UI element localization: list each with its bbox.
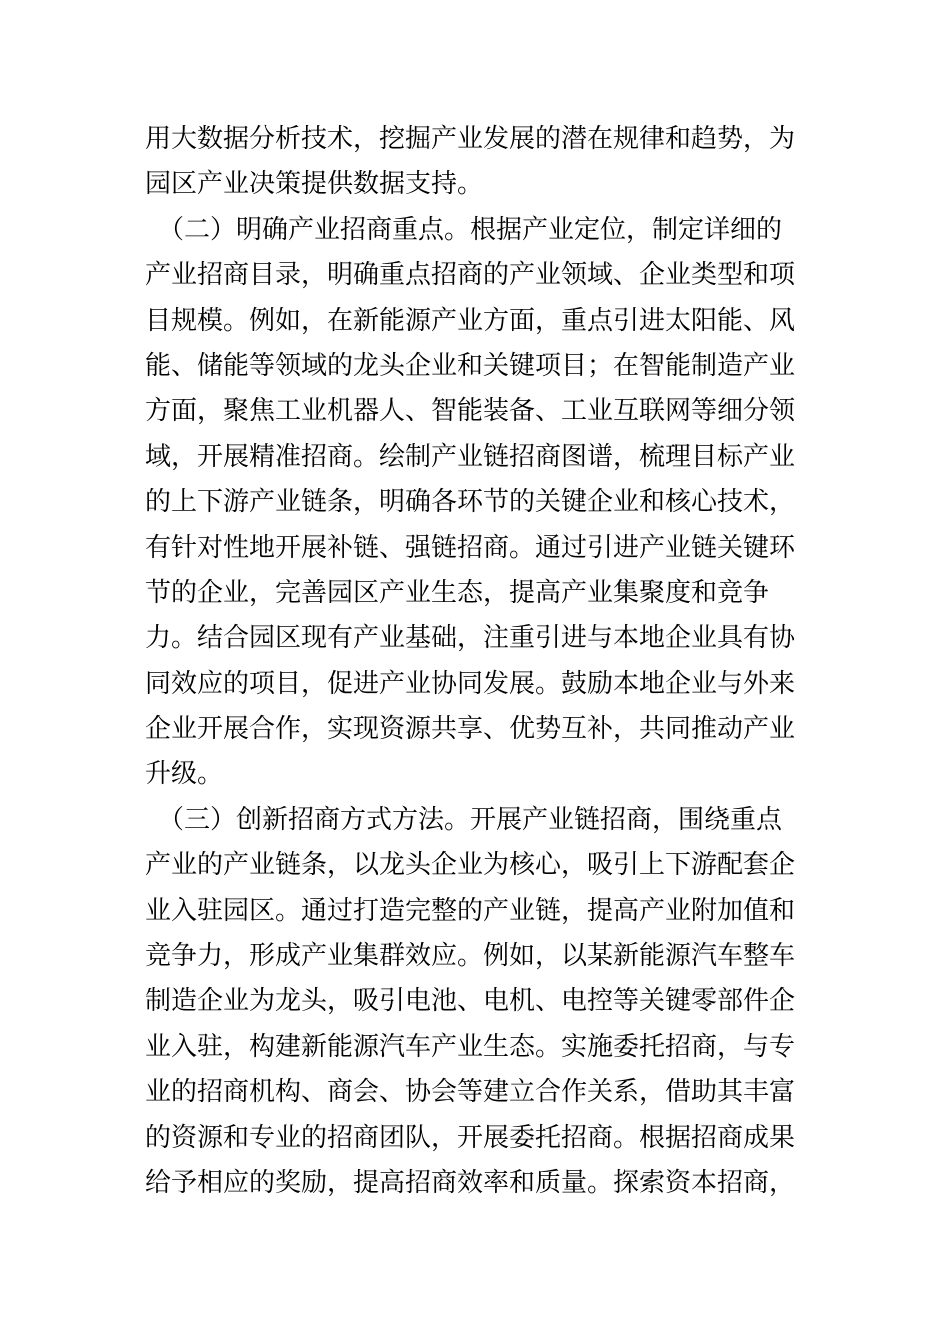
text-line: 有针对性地开展补链、强链招商。通过引进产业链关键环 (145, 532, 796, 563)
text-line: 节的企业，完善园区产业生态，提高产业集聚度和竞争 (145, 577, 770, 608)
text-line: 园区产业决策提供数据支持。 (145, 169, 484, 200)
text-line: 给予相应的奖励，提高招商效率和质量。探索资本招商， (145, 1167, 796, 1198)
text-line: 的上下游产业链条，明确各环节的关键企业和核心技术， (145, 487, 796, 518)
text-line: 能、储能等领域的龙头企业和关键项目；在智能制造产业 (145, 350, 796, 381)
text-line: 制造企业为龙头，吸引电池、电机、电控等关键零部件企 (145, 986, 796, 1017)
text-line: 产业的产业链条，以龙头企业为核心，吸引上下游配套企 (145, 850, 796, 881)
text-line: （二）明确产业招商重点。根据产业定位，制定详细的 (145, 214, 783, 245)
text-line: 竞争力，形成产业集群效应。例如，以某新能源汽车整车 (145, 941, 796, 972)
text-line: 产业招商目录，明确重点招商的产业领域、企业类型和项 (145, 260, 796, 291)
document-body (145, 117, 825, 1206)
text-line: 业的招商机构、商会、协会等建立合作关系，借助其丰富 (145, 1077, 796, 1108)
text-line: 同效应的项目，促进产业协同发展。鼓励本地企业与外来 (145, 668, 796, 699)
text-line: 的资源和专业的招商团队，开展委托招商。根据招商成果 (145, 1122, 796, 1153)
text-line: （三）创新招商方式方法。开展产业链招商，围绕重点 (145, 804, 783, 835)
text-line: 域，开展精准招商。绘制产业链招商图谱，梳理目标产业 (145, 441, 796, 472)
text-line: 力。结合园区现有产业基础，注重引进与本地企业具有协 (145, 623, 796, 654)
text-line: 升级。 (145, 759, 224, 790)
text-line: 业入驻园区。通过打造完整的产业链，提高产业附加值和 (145, 895, 796, 926)
text-line: 业入驻，构建新能源汽车产业生态。实施委托招商，与专 (145, 1031, 796, 1062)
text-line: 方面，聚焦工业机器人、智能装备、工业互联网等细分领 (145, 396, 796, 427)
text-line: 企业开展合作，实现资源共享、优势互补，共同推动产业 (145, 714, 796, 745)
text-line: 用大数据分析技术，挖掘产业发展的潜在规律和趋势，为 (145, 124, 796, 154)
text-line: 目规模。例如，在新能源产业方面，重点引进太阳能、风 (145, 305, 796, 336)
